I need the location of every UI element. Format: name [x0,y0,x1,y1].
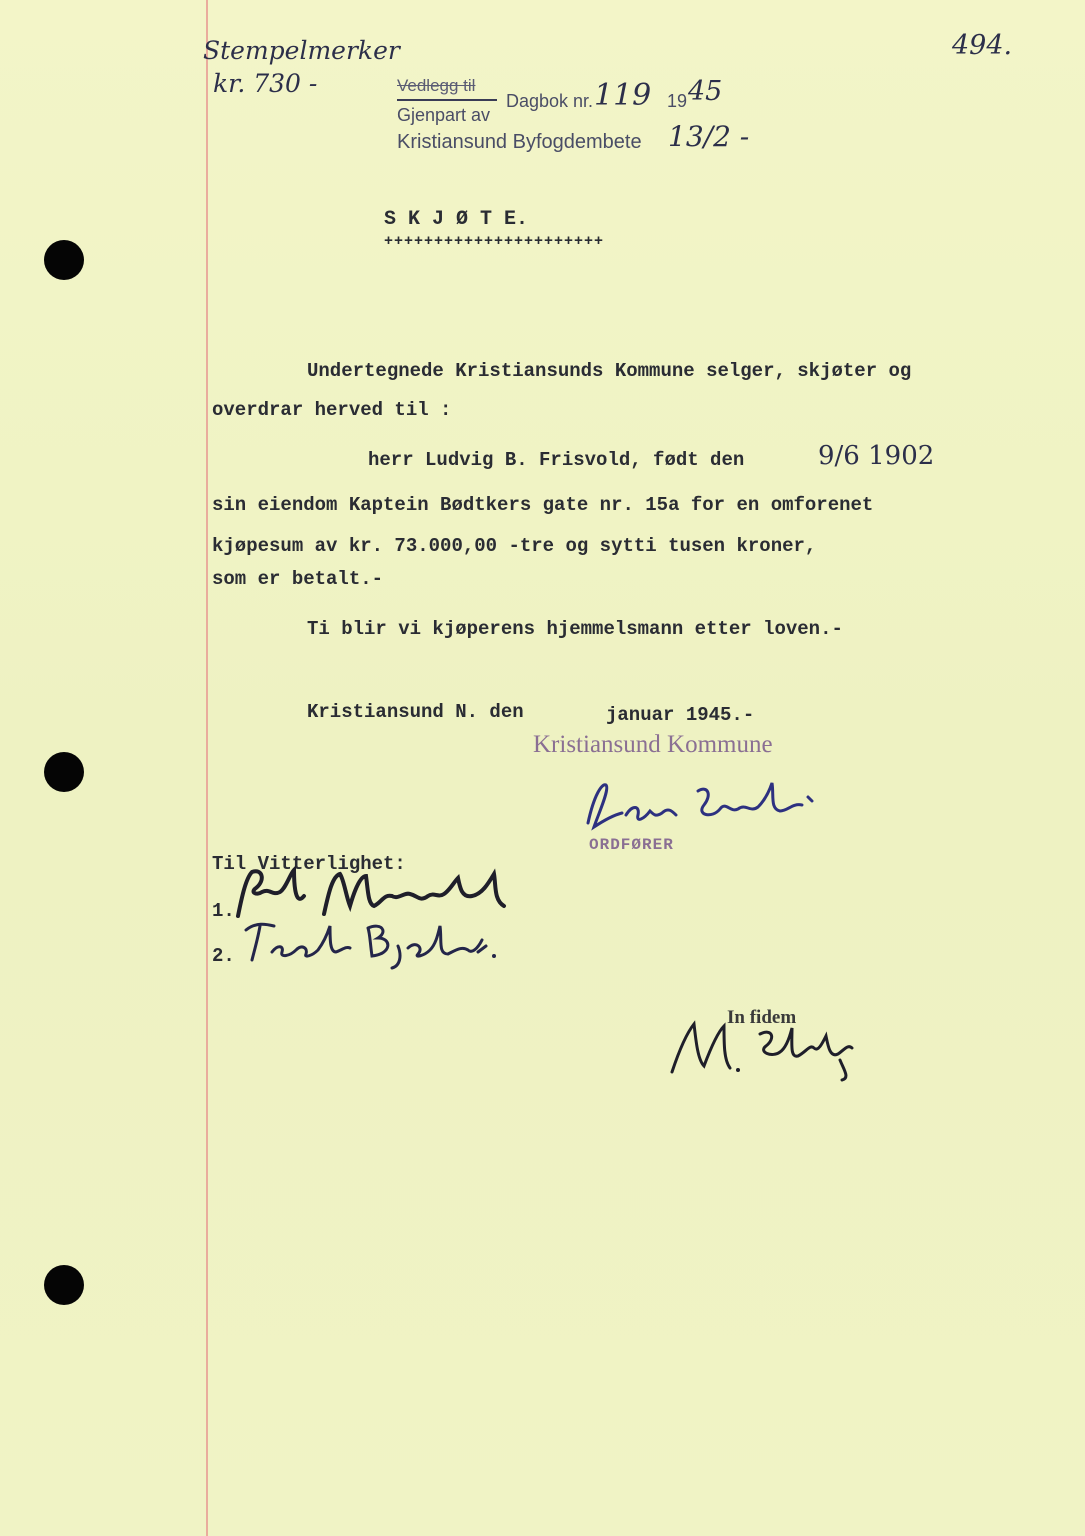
dagbok-label: Dagbok nr. [506,91,594,111]
body-line-7: Ti blir vi kjøperens hjemmelsmann etter loven.- [307,618,843,640]
body-line-1: Undertegnede Kristiansunds Kommune selger, skjøter og [307,360,912,382]
registrar-signature [664,1014,864,1084]
mayor-signature [580,775,820,835]
body-line-4: sin eiendom Kaptein Bødtkers gate nr. 15a for en omforenet [212,494,874,516]
birth-date: 9/6 1902 [818,441,935,471]
punch-hole [44,240,84,280]
body-line-3: herr Ludvig B. Frisvold, født den [368,449,745,471]
punch-hole [44,752,84,792]
struck-text: Vedlegg til [397,76,476,95]
municipality-stamp: Kristiansund Kommune [533,731,773,758]
witness-number-1: 1. [212,900,235,922]
witness-2-signature [232,912,502,972]
dateline-date: januar 1945.- [606,704,755,726]
in-fidem-stamp: In fidem [727,1007,797,1028]
mayor-title: ORDFØRER [589,836,674,854]
dagbok-number: 119 [594,78,652,113]
body-line-6: som er betalt.- [212,568,384,590]
document-title: S K J Ø T E. [384,208,529,231]
margin-line [206,0,208,1536]
year-prefix: 19 [667,91,688,111]
dateline-place: Kristiansund N. den [307,701,524,723]
office-name: Kristiansund Byfogdembete [397,131,642,153]
witness-heading: Til Vitterlighet: [212,853,406,875]
stamp-note-line2: kr. 730 - [213,69,318,98]
year-suffix: 45 [688,76,723,107]
title-underline: ++++++++++++++++++++++ [384,233,605,250]
strike-underline [397,99,497,101]
copy-label: Gjenpart av [397,105,491,125]
body-line-2: overdrar herved til : [212,399,452,421]
date-note: 13/2 - [668,120,750,153]
witness-number-2: 2. [212,945,235,967]
body-line-5: kjøpesum av kr. 73.000,00 -tre og sytti tusen kroner, [212,535,817,557]
stamp-note-line1: Stempelmerker [203,36,400,65]
page-number: 494. [952,30,1013,61]
punch-hole [44,1265,84,1305]
